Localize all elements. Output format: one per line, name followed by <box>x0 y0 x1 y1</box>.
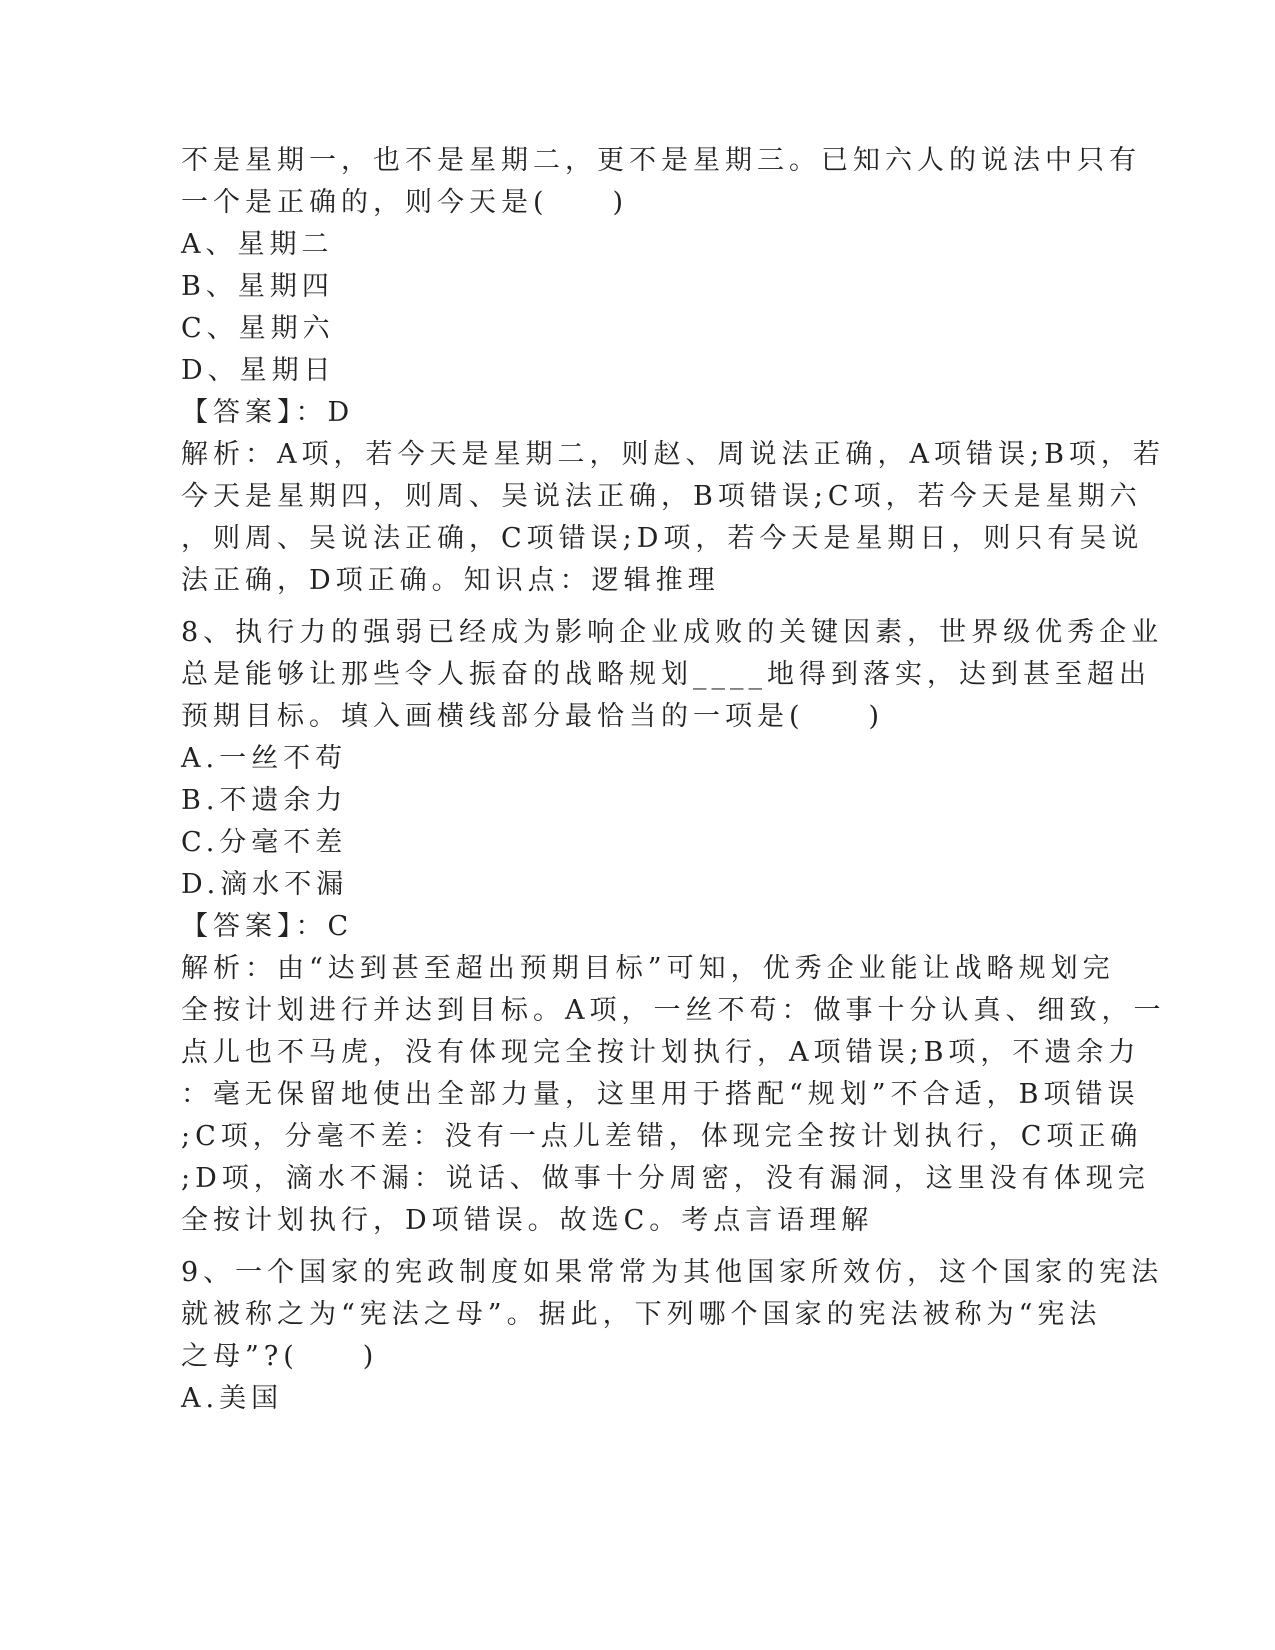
question-stem-line: 总是能够让那些令人振奋的战略规划____地得到落实，达到甚至超出 <box>181 659 1151 690</box>
question-stem-line: 一个是正确的，则今天是( ) <box>181 187 629 218</box>
option-c: C.分毫不差 <box>181 827 348 858</box>
analysis-line: ，则周、吴说法正确，C项错误;D项，若今天是星期日，则只有吴说 <box>181 523 1144 554</box>
option-a: A、星期二 <box>181 229 334 260</box>
analysis-line: 法正确，D项正确。知识点：逻辑推理 <box>181 565 720 596</box>
answer-line: 【答案】：D <box>181 397 355 428</box>
analysis-line: 点儿也不马虎，没有体现完全按计划执行，A项错误;B项，不遗余力 <box>181 1037 1141 1068</box>
question-9 <box>181 1252 1164 1420</box>
question-stem-line: 预期目标。填入画横线部分最恰当的一项是( ) <box>181 701 885 732</box>
option-b: B、星期四 <box>181 271 334 302</box>
option-d: D、星期日 <box>181 355 336 386</box>
question-spacer <box>181 602 1061 612</box>
analysis-line: 全按计划进行并达到目标。A项，一丝不苟：做事十分认真、细致，一 <box>181 995 1166 1026</box>
question-8 <box>181 612 1166 1242</box>
question-7 <box>181 140 1165 602</box>
option-d: D.滴水不漏 <box>181 869 349 900</box>
analysis-line: ：毫无保留地使出全部力量，这里用于搭配“规划”不合适，B项错误 <box>181 1079 1140 1110</box>
document-page <box>181 140 1166 1420</box>
answer-line: 【答案】：C <box>181 911 354 942</box>
question-stem-line: 9、一个国家的宪政制度如果常常为其他国家所效仿，这个国家的宪法 <box>181 1257 1164 1288</box>
analysis-line: 解析：A项，若今天是星期二，则赵、周说法正确，A项错误;B项，若 <box>181 439 1165 470</box>
analysis-line: 今天是星期四，则周、吴说法正确，B项错误;C项，若今天是星期六 <box>181 481 1142 512</box>
question-stem-line: 不是星期一，也不是星期二，更不是星期三。已知六人的说法中只有 <box>181 145 1141 176</box>
question-spacer <box>181 1242 1061 1252</box>
analysis-line: ;D项，滴水不漏：说话、做事十分周密，没有漏洞，这里没有体现完 <box>181 1163 1150 1194</box>
option-a: A.美国 <box>181 1383 284 1414</box>
analysis-line: 全按计划执行，D项错误。故选C。考点言语理解 <box>181 1205 874 1236</box>
question-stem-line: 8、执行力的强弱已经成为影响企业成败的关键因素，世界级优秀企业 <box>181 617 1164 648</box>
analysis-line: ;C项，分毫不差：没有一点儿差错，体现完全按计划执行，C项正确 <box>181 1121 1143 1152</box>
option-b: B.不遗余力 <box>181 785 348 816</box>
option-a: A.一丝不苟 <box>181 743 348 774</box>
question-stem-line: 之母”?( ) <box>181 1341 379 1372</box>
question-stem-line: 就被称之为“宪法之母”。据此，下列哪个国家的宪法被称为“宪法 <box>181 1299 1102 1330</box>
analysis-line: 解析：由“达到甚至超出预期目标”可知，优秀企业能让战略规划完 <box>181 953 1115 984</box>
option-c: C、星期六 <box>181 313 335 344</box>
